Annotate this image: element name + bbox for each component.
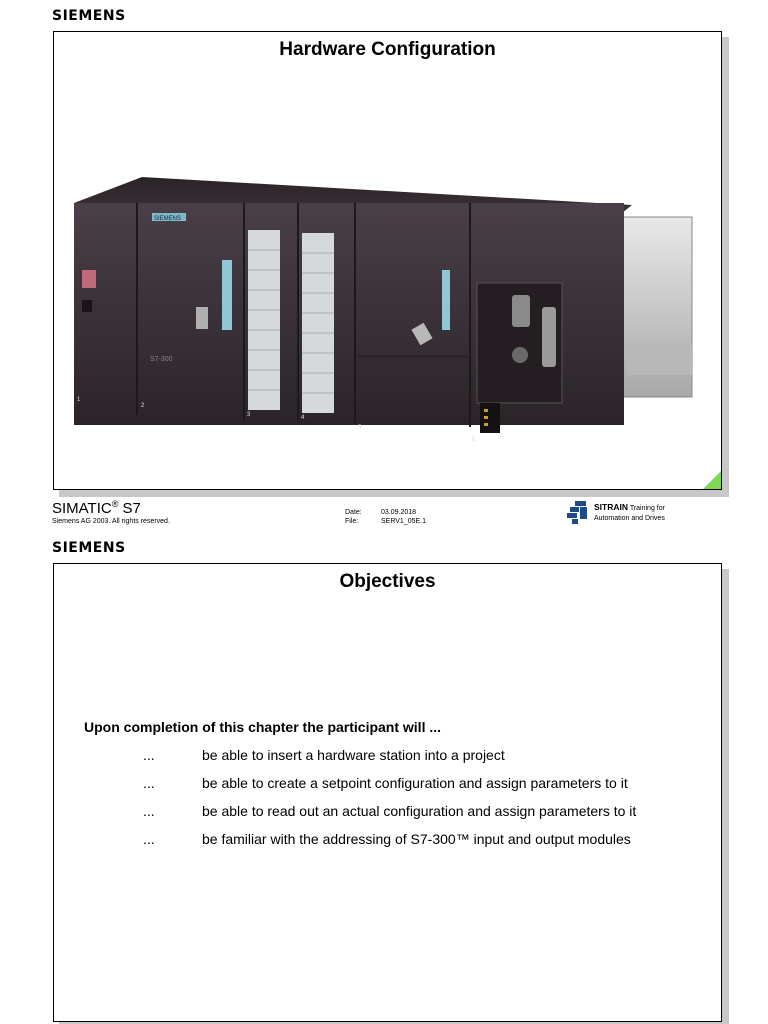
copyright-text: Siemens AG 2003. All rights reserved. xyxy=(52,518,170,525)
slide-title: Hardware Configuration xyxy=(279,39,496,60)
brand-suffix: S7 xyxy=(118,500,141,517)
slot-number: 6 xyxy=(472,437,476,443)
date-value: 03.09.2018 xyxy=(381,509,417,516)
bullet: ... xyxy=(143,747,155,763)
corner-accent xyxy=(703,471,721,489)
slot-number: 1 xyxy=(77,397,81,403)
brand-registered: ® xyxy=(111,499,119,509)
objective-text: be able to create a setpoint configuration and assign parameters to it xyxy=(202,775,628,791)
slide-title: Objectives xyxy=(339,571,436,592)
date-label: Date: xyxy=(345,509,362,516)
slide-hardware-configuration xyxy=(53,31,722,490)
footer-meta xyxy=(345,508,426,526)
plc-model-label: S7-300 xyxy=(150,356,173,363)
simatic-brand xyxy=(52,499,141,517)
file-label: File: xyxy=(345,518,359,525)
siemens-logo: SIEMENS xyxy=(52,8,126,24)
objective-text: be able to read out an actual configuration and assign parameters to it xyxy=(202,803,637,819)
slot-number: 2 xyxy=(141,403,145,409)
siemens-logo: SIEMENS xyxy=(52,540,126,556)
slide-objectives xyxy=(53,563,722,1022)
slot-number: 4 xyxy=(301,415,305,421)
sitrain-icon xyxy=(566,500,590,524)
objective-text: be familiar with the addressing of S7-300™ input and output modules xyxy=(202,831,631,847)
objective-text: be able to insert a hardware station into a project xyxy=(202,747,505,763)
sitrain-name: SITRAIN xyxy=(594,502,628,512)
file-value: SERV1_05E.1 xyxy=(381,518,427,525)
slot-number: 5 xyxy=(358,425,362,431)
slot-number: 3 xyxy=(247,412,251,418)
bullet: ... xyxy=(143,775,155,791)
bullet: ... xyxy=(143,803,155,819)
sitrain-logo xyxy=(566,500,726,526)
objectives-intro: Upon completion of this chapter the participant will ... xyxy=(84,719,442,735)
plc-brand-label: SIEMENS xyxy=(154,216,182,222)
bullet: ... xyxy=(143,831,155,847)
plc-image xyxy=(72,175,694,443)
sitrain-line2: Automation and Drives xyxy=(594,515,665,522)
sitrain-line1: Training for xyxy=(628,505,665,512)
brand-name: SIMATIC xyxy=(52,500,112,517)
